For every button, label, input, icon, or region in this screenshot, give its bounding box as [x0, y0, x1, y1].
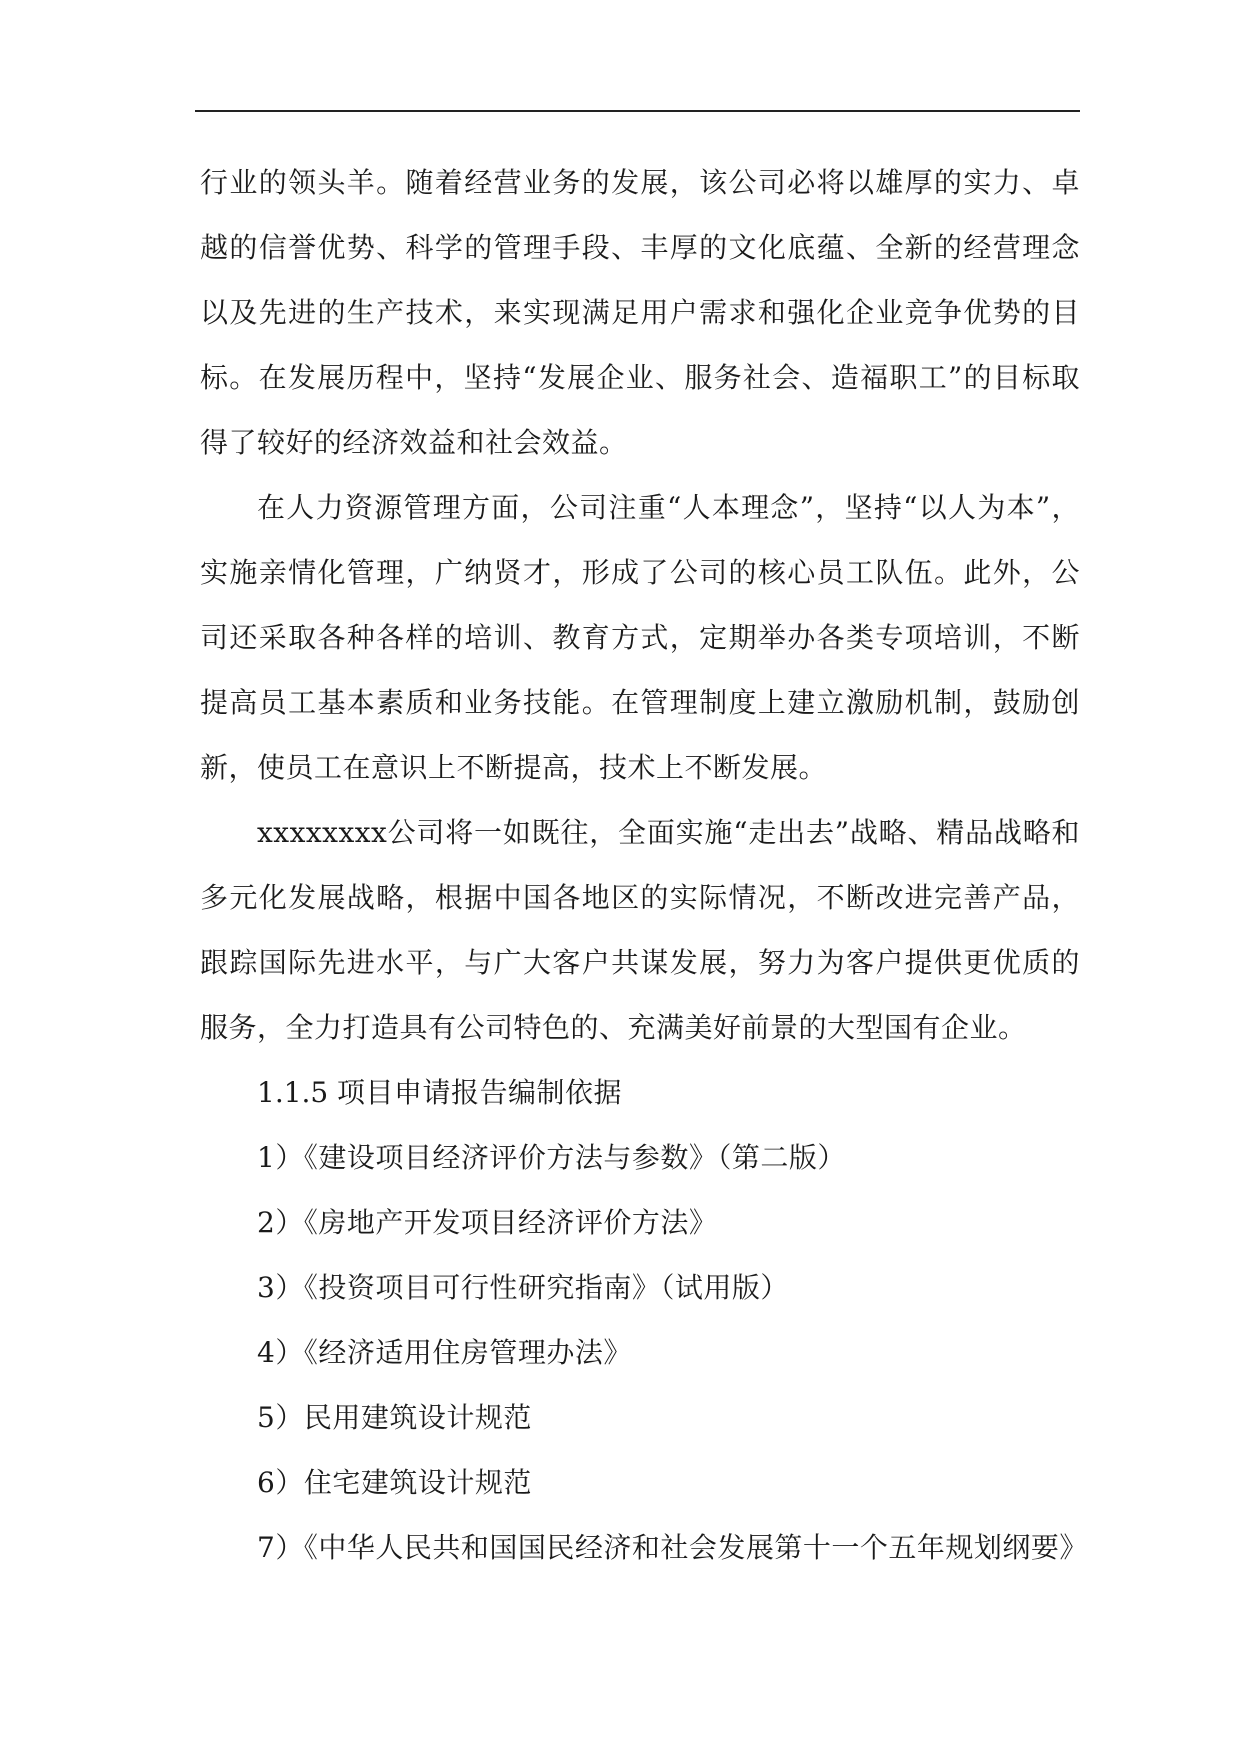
paragraph-human-resources: 在人力资源管理方面，公司注重“人本理念”，坚持“以人为本”，实施亲情化管理，广纳贤才，形成了公司的核心员工队伍。此外，公司还采取各种各样的培训、教育方式，定期举办各类专项培训，不断提高员工基本素质和业务技能。在管理制度上建立激励机制，鼓励创新，使员工在意识上不断提高，技术上不断发展。 [200, 491, 1080, 784]
section-number: 1.1.5 [257, 1076, 329, 1109]
list-item: 4）《经济适用住房管理办法》 [257, 1336, 632, 1369]
list-item: 2）《房地产开发项目经济评价方法》 [257, 1206, 718, 1239]
list-item: 3）《投资项目可行性研究指南》（试用版） [257, 1271, 789, 1304]
paragraph-company-development: 行业的领头羊。随着经营业务的发展，该公司必将以雄厚的实力、卓越的信誉优势、科学的管理手段、丰厚的文化底蕴、全新的经营理念以及先进的生产技术，来实现满足用户需求和强化企业竞争优势的目标。在发展历程中，坚持“发展企业、服务社会、造福职工”的目标取得了较好的经济效益和社会效益。 [200, 166, 1080, 459]
list-item: 7）《中华人民共和国国民经济和社会发展第十一个五年规划纲要》 [257, 1531, 1088, 1564]
list-item: 6）住宅建筑设计规范 [257, 1466, 532, 1499]
section-title: 项目申请报告编制依据 [337, 1076, 623, 1109]
document-body [200, 150, 1088, 1580]
list-item: 5）民用建筑设计规范 [257, 1401, 532, 1434]
paragraph-strategy: xxxxxxxx公司将一如既往，全面实施“走出去”战略、精品战略和多元化发展战略，根据中国各地区的实际情况，不断改进完善产品，跟踪国际先进水平，与广大客户共谋发展，努力为客户提供更优质的服务，全力打造具有公司特色的、充满美好前景的大型国有企业。 [200, 816, 1080, 1044]
header-rule [195, 110, 1080, 112]
section-heading [200, 1060, 1080, 1125]
list-item: 1）《建设项目经济评价方法与参数》（第二版） [257, 1141, 846, 1174]
basis-list [200, 1125, 1088, 1580]
